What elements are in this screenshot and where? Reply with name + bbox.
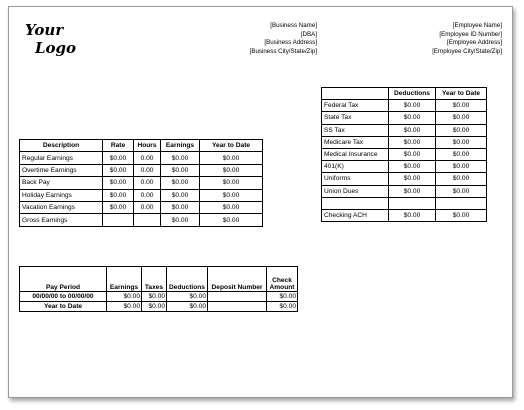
earnings-cell: Back Pay bbox=[20, 177, 103, 189]
earnings-cell: Overtime Earnings bbox=[20, 164, 103, 176]
table-row bbox=[322, 209, 487, 221]
deductions-cell: $0.00 bbox=[436, 136, 487, 148]
deductions-cell: $0.00 bbox=[389, 124, 436, 136]
earnings-cell: $0.00 bbox=[161, 177, 200, 189]
table-row bbox=[322, 161, 487, 173]
earnings-cell: 0.00 bbox=[134, 164, 161, 176]
earnings-header-hours: Hours bbox=[134, 140, 161, 152]
deductions-cell: Union Dues bbox=[322, 185, 389, 197]
employee-address: [Employee Address] bbox=[446, 39, 502, 47]
deductions-header-ytd: Year to Date bbox=[436, 88, 487, 100]
table-row bbox=[20, 177, 263, 189]
deductions-cell: $0.00 bbox=[389, 173, 436, 185]
deductions-cell: State Tax bbox=[322, 112, 389, 124]
employee-city: [Employee City/State/Zip] bbox=[432, 47, 502, 55]
pay-cell: $0.00 bbox=[267, 292, 298, 302]
pay-cell: Year to Date bbox=[20, 302, 107, 312]
business-name: [Business Name] bbox=[270, 22, 317, 29]
earnings-cell bbox=[103, 214, 134, 226]
earnings-cell: 0.00 bbox=[134, 189, 161, 201]
deductions-cell: $0.00 bbox=[436, 100, 487, 112]
logo-line-2: Logo bbox=[35, 39, 77, 57]
deductions-cell: $0.00 bbox=[389, 112, 436, 124]
deductions-cell: $0.00 bbox=[389, 148, 436, 160]
deductions-cell: $0.00 bbox=[436, 148, 487, 160]
pay-cell bbox=[208, 302, 267, 312]
employee-id: [Employee ID Number] bbox=[439, 30, 502, 38]
deductions-cell: $0.00 bbox=[436, 173, 487, 185]
business-address: [Business Address] bbox=[264, 39, 317, 47]
deductions-cell: Medical Insurance bbox=[322, 148, 389, 160]
earnings-cell: $0.00 bbox=[161, 189, 200, 201]
pay-header-taxes: Taxes bbox=[142, 267, 167, 292]
earnings-cell: $0.00 bbox=[103, 201, 134, 213]
table-row bbox=[322, 112, 487, 124]
deductions-cell: $0.00 bbox=[389, 185, 436, 197]
pay-summary-header-row bbox=[20, 267, 298, 292]
deductions-table bbox=[321, 87, 487, 222]
earnings-cell: $0.00 bbox=[103, 177, 134, 189]
pay-header-check-amount: Check Amount bbox=[267, 267, 298, 292]
earnings-cell: $0.00 bbox=[200, 201, 263, 213]
table-row bbox=[322, 173, 487, 185]
table-row bbox=[20, 201, 263, 213]
earnings-header-description: Description bbox=[20, 140, 103, 152]
deductions-cell: $0.00 bbox=[436, 124, 487, 136]
deductions-cell: $0.00 bbox=[389, 100, 436, 112]
pay-header-deposit-number: Deposit Number bbox=[208, 267, 267, 292]
deductions-cell: $0.00 bbox=[436, 112, 487, 124]
table-row bbox=[322, 136, 487, 148]
earnings-cell: $0.00 bbox=[161, 152, 200, 164]
earnings-header-rate: Rate bbox=[103, 140, 134, 152]
earnings-cell: $0.00 bbox=[200, 177, 263, 189]
pay-header-earnings: Earnings bbox=[107, 267, 142, 292]
table-row bbox=[322, 124, 487, 136]
deductions-cell: Checking ACH bbox=[322, 209, 389, 221]
table-row bbox=[322, 148, 487, 160]
pay-header-period: Pay Period bbox=[20, 267, 107, 292]
earnings-cell: Regular Earnings bbox=[20, 152, 103, 164]
earnings-cell: $0.00 bbox=[103, 164, 134, 176]
table-row bbox=[20, 214, 263, 226]
table-row bbox=[20, 152, 263, 164]
pay-cell bbox=[208, 292, 267, 302]
employee-name: [Employee Name] bbox=[452, 22, 502, 29]
deductions-cell: Uniforms bbox=[322, 173, 389, 185]
earnings-cell: $0.00 bbox=[103, 152, 134, 164]
deductions-cell bbox=[436, 197, 487, 209]
table-row bbox=[20, 292, 298, 302]
deductions-header-row bbox=[322, 88, 487, 100]
business-dba: [DBA] bbox=[300, 30, 317, 38]
earnings-cell: Vacation Earnings bbox=[20, 201, 103, 213]
earnings-cell: 0.00 bbox=[134, 177, 161, 189]
deductions-cell: $0.00 bbox=[436, 209, 487, 221]
company-logo bbox=[25, 21, 76, 57]
deductions-cell: $0.00 bbox=[389, 161, 436, 173]
table-row bbox=[20, 189, 263, 201]
pay-cell: $0.00 bbox=[167, 292, 208, 302]
pay-cell: $0.00 bbox=[167, 302, 208, 312]
pay-summary-table bbox=[19, 266, 298, 312]
deductions-cell: $0.00 bbox=[436, 161, 487, 173]
pay-cell: $0.00 bbox=[142, 292, 167, 302]
deductions-cell bbox=[389, 197, 436, 209]
pay-cell: $0.00 bbox=[107, 302, 142, 312]
earnings-cell: $0.00 bbox=[200, 214, 263, 226]
deductions-cell: $0.00 bbox=[389, 136, 436, 148]
earnings-cell: 0.00 bbox=[134, 152, 161, 164]
earnings-cell: Gross Earnings bbox=[20, 214, 103, 226]
earnings-cell: Holiday Earnings bbox=[20, 189, 103, 201]
deductions-header-blank bbox=[322, 88, 389, 100]
deductions-cell: $0.00 bbox=[389, 209, 436, 221]
pay-cell: $0.00 bbox=[107, 292, 142, 302]
earnings-cell: $0.00 bbox=[200, 189, 263, 201]
table-row bbox=[20, 164, 263, 176]
logo-line-1: Your bbox=[25, 21, 64, 39]
employee-info bbox=[362, 22, 502, 56]
earnings-cell: 0.00 bbox=[134, 201, 161, 213]
deductions-header-deductions: Deductions bbox=[389, 88, 436, 100]
deductions-cell: 401(K) bbox=[322, 161, 389, 173]
earnings-header-earnings: Earnings bbox=[161, 140, 200, 152]
pay-header-deductions: Deductions bbox=[167, 267, 208, 292]
pay-cell: $0.00 bbox=[267, 302, 298, 312]
earnings-cell: $0.00 bbox=[200, 152, 263, 164]
earnings-cell: $0.00 bbox=[103, 189, 134, 201]
pay-cell: 00/00/00 to 00/00/00 bbox=[20, 292, 107, 302]
deductions-cell: SS Tax bbox=[322, 124, 389, 136]
earnings-cell: $0.00 bbox=[161, 164, 200, 176]
earnings-cell: $0.00 bbox=[161, 201, 200, 213]
table-row bbox=[322, 100, 487, 112]
business-info bbox=[217, 22, 317, 56]
deductions-cell: $0.00 bbox=[436, 185, 487, 197]
table-row bbox=[322, 197, 487, 209]
earnings-header-row bbox=[20, 140, 263, 152]
earnings-cell bbox=[134, 214, 161, 226]
deductions-cell: Federal Tax bbox=[322, 100, 389, 112]
deductions-cell: Medicare Tax bbox=[322, 136, 389, 148]
table-row bbox=[322, 185, 487, 197]
earnings-cell: $0.00 bbox=[161, 214, 200, 226]
earnings-cell: $0.00 bbox=[200, 164, 263, 176]
earnings-table bbox=[19, 139, 263, 227]
business-city: [Business City/State/Zip] bbox=[249, 47, 317, 55]
deductions-cell bbox=[322, 197, 389, 209]
table-row bbox=[20, 302, 298, 312]
pay-cell: $0.00 bbox=[142, 302, 167, 312]
earnings-header-ytd: Year to Date bbox=[200, 140, 263, 152]
